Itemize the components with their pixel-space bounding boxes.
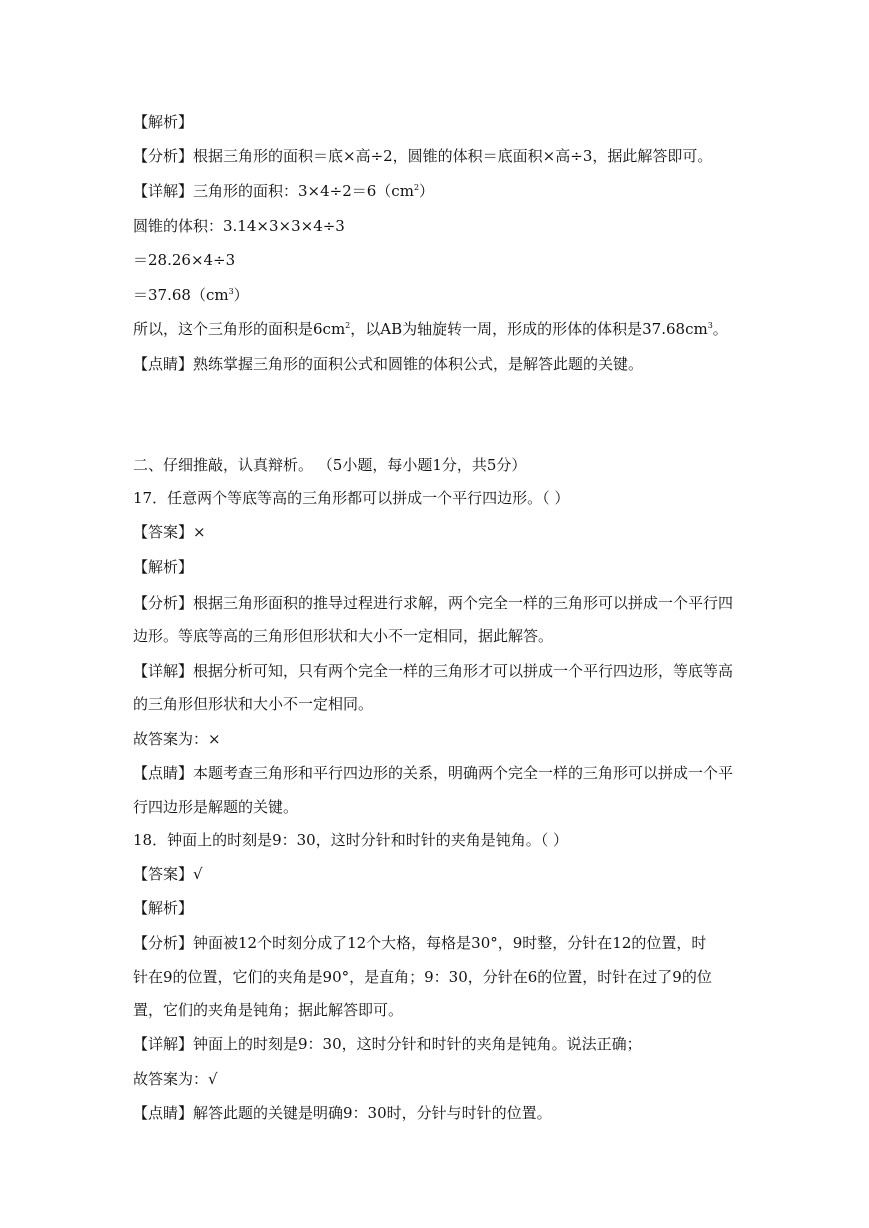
answer-text: 【答案】√ xyxy=(133,865,203,883)
question-18-stem: 18．钟面上的时刻是9：30，这时分针和时针的夹角是钝角。（ ） xyxy=(133,831,568,849)
analysis-text: 边形。等底等高的三角形但形状和大小不一定相同，据此解答。 xyxy=(133,627,554,645)
comment-text: 【点睛】熟练掌握三角形的面积公式和圆锥的体积公式，是解答此题的关键。 xyxy=(133,355,644,373)
analysis-text: 【分析】钟面被12个时刻分成了12个大格，每格是30°，9时整，分针在12的位置，时 xyxy=(133,934,707,952)
calc-line: ＝28.26×4÷3 xyxy=(133,251,236,269)
detail-text: 【详解】三角形的面积：$3\times 4\div 2=6(cm^2)$ xyxy=(133,182,435,200)
analysis-text: 【分析】根据三角形面积的推导过程进行求解，两个完全一样的三角形可以拼成一个平行四 xyxy=(133,594,734,612)
section-heading: 二、仔细推敲，认真辩析。 （5小题，每小题1分，共5分） xyxy=(133,456,527,474)
question-17-stem: 17．任意两个等底等高的三角形都可以拼成一个平行四边形。（ ） xyxy=(133,489,570,507)
answer-text: 【答案】× xyxy=(133,523,206,541)
analysis-label: 【解析】 xyxy=(133,558,194,576)
analysis-text: 【分析】根据三角形的面积＝底×高÷2，圆锥的体积＝底面积×高÷3，据此解答即可。 xyxy=(133,147,713,165)
comment-text: 行四边形是解题的关键。 xyxy=(133,798,299,816)
detail-text: 的三角形但形状和大小不一定相同。 xyxy=(133,695,374,713)
answer-summary: 故答案为：× xyxy=(133,730,221,748)
conclusion-text: 所以，这个三角形的面积是$6cm^2$，以AB为轴旋转一周，形成的形体的体积是$37.68cm^3$。 xyxy=(133,320,728,338)
calc-line: $=37.68(cm^3)$ xyxy=(133,286,249,304)
calc-line: 圆锥的体积：3.14×3×3×4÷3 xyxy=(133,217,345,235)
comment-text: 【点睛】本题考查三角形和平行四边形的关系，明确两个完全一样的三角形可以拼成一个平 xyxy=(133,764,734,782)
analysis-text: 针在9的位置，它们的夹角是90°，是直角；9：30，分针在6的位置，时针在过了9的位 xyxy=(133,968,712,986)
answer-summary: 故答案为：√ xyxy=(133,1070,218,1088)
detail-text: 【详解】钟面上的时刻是9：30，这时分针和时针的夹角是钝角。说法正确； xyxy=(133,1035,642,1053)
detail-text: 【详解】根据分析可知，只有两个完全一样的三角形才可以拼成一个平行四边形，等底等高 xyxy=(133,662,734,680)
analysis-text: 置，它们的夹角是钝角；据此解答即可。 xyxy=(133,1001,404,1019)
analysis-label: 【解析】 xyxy=(133,113,194,131)
analysis-label: 【解析】 xyxy=(133,899,194,917)
comment-text: 【点睛】解答此题的关键是明确9：30时，分针与时针的位置。 xyxy=(133,1104,552,1122)
